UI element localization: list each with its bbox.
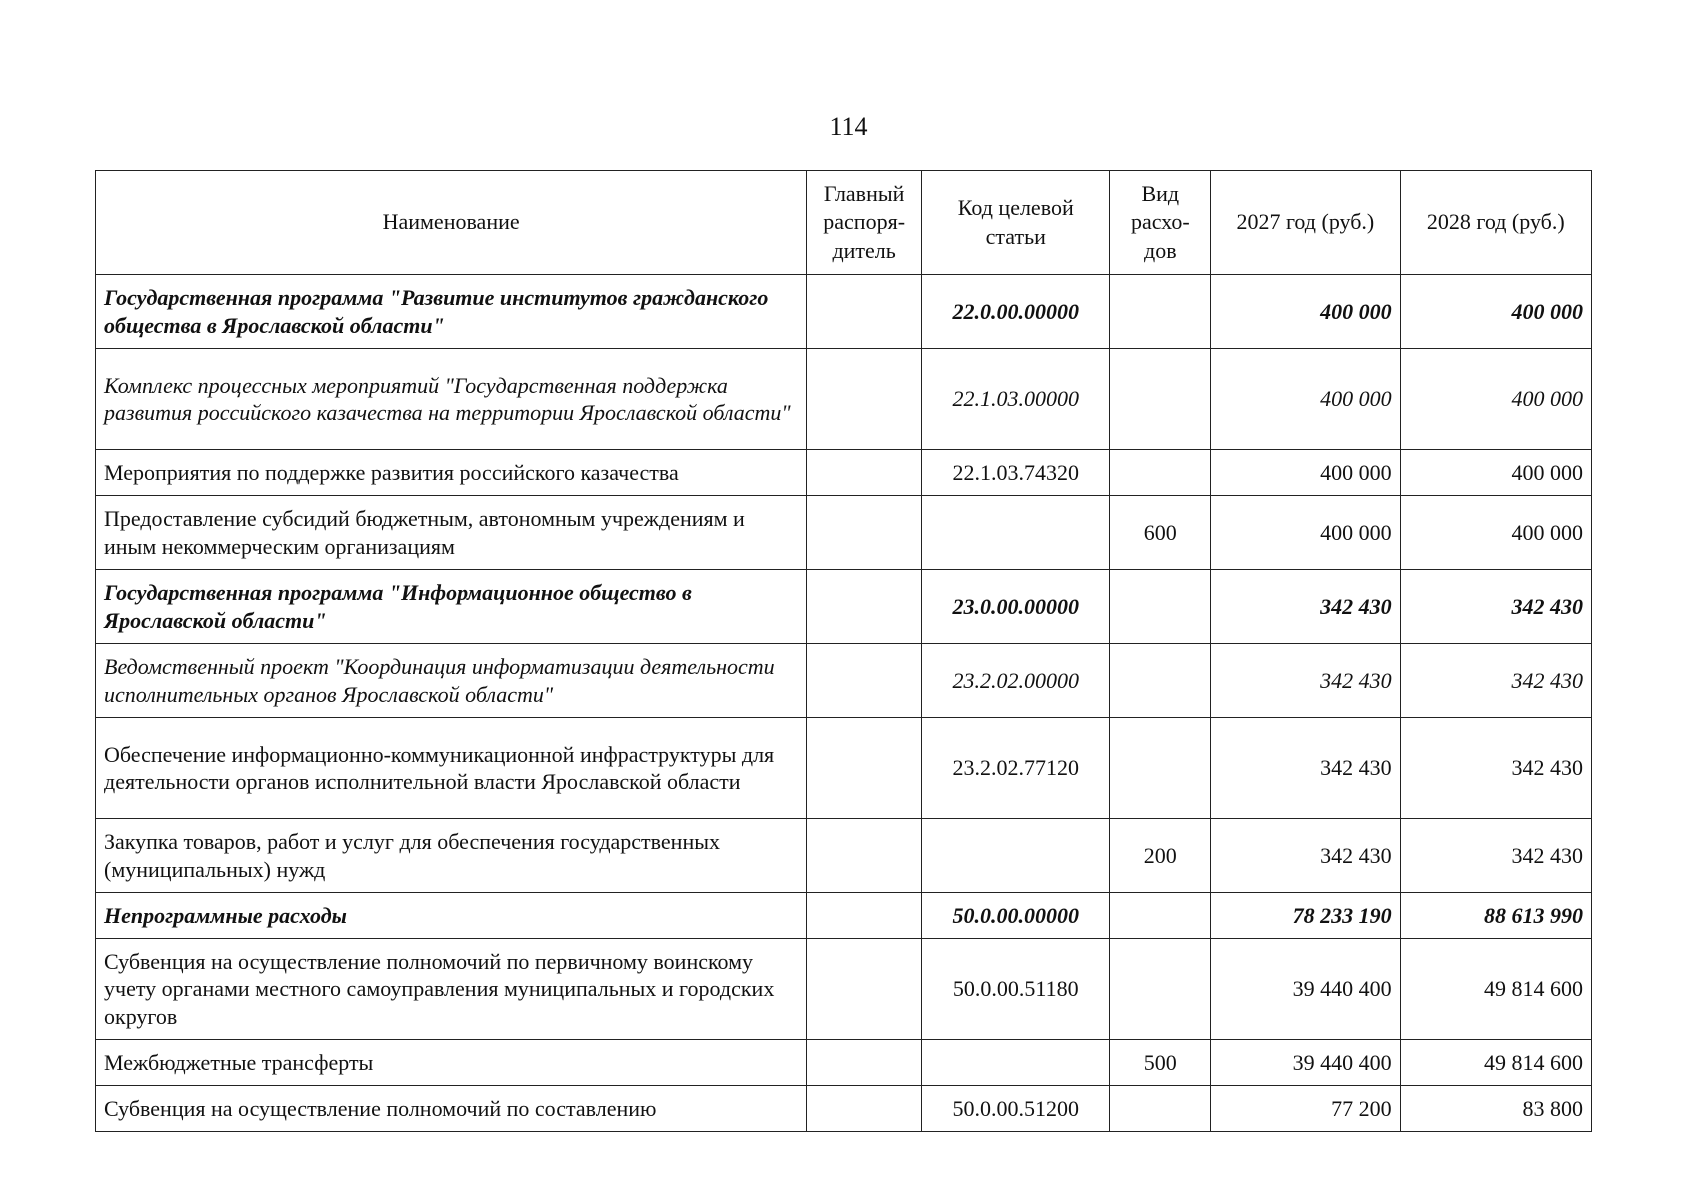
row-2027: 39 440 400 [1211, 939, 1400, 1040]
row-2028: 342 430 [1400, 570, 1591, 644]
row-code: 22.1.03.00000 [922, 349, 1110, 450]
row-2027: 400 000 [1211, 496, 1400, 570]
row-2027: 400 000 [1211, 349, 1400, 450]
table-header-row [96, 171, 1592, 275]
row-name: Ведомственный проект "Координация информатизации деятельности исполнительных органов Ярославской области" [96, 644, 807, 718]
header-chief: Главный распоря- дитель [807, 171, 922, 275]
table-row [96, 275, 1592, 349]
row-chief [807, 644, 922, 718]
row-code: 22.1.03.74320 [922, 450, 1110, 496]
row-chief [807, 819, 922, 893]
row-chief [807, 1040, 922, 1086]
row-2028: 400 000 [1400, 450, 1591, 496]
table-row [96, 349, 1592, 450]
row-name: Государственная программа "Развитие институтов гражданского общества в Ярославской области" [96, 275, 807, 349]
table-row [96, 1086, 1592, 1132]
row-chief [807, 1086, 922, 1132]
row-kind: 200 [1110, 819, 1211, 893]
row-name: Субвенция на осуществление полномочий по составлению [96, 1086, 807, 1132]
row-code: 23.2.02.00000 [922, 644, 1110, 718]
row-name: Обеспечение информационно-коммуникационной инфраструктуры для деятельности органов исполнительной власти Ярославской области [96, 718, 807, 819]
row-2027: 342 430 [1211, 644, 1400, 718]
row-kind: 600 [1110, 496, 1211, 570]
row-2028: 400 000 [1400, 349, 1591, 450]
row-code [922, 1040, 1110, 1086]
row-code [922, 819, 1110, 893]
row-2028: 49 814 600 [1400, 1040, 1591, 1086]
table-row [96, 644, 1592, 718]
row-chief [807, 450, 922, 496]
row-chief [807, 275, 922, 349]
row-2027: 77 200 [1211, 1086, 1400, 1132]
row-kind: 500 [1110, 1040, 1211, 1086]
row-code: 50.0.00.51200 [922, 1086, 1110, 1132]
header-name: Наименование [96, 171, 807, 275]
row-chief [807, 939, 922, 1040]
row-code: 23.2.02.77120 [922, 718, 1110, 819]
table-row [96, 570, 1592, 644]
row-code: 23.0.00.00000 [922, 570, 1110, 644]
row-chief [807, 893, 922, 939]
row-code: 22.0.00.00000 [922, 275, 1110, 349]
header-code: Код целевой статьи [922, 171, 1110, 275]
row-kind [1110, 939, 1211, 1040]
row-chief [807, 349, 922, 450]
row-name: Предоставление субсидий бюджетным, автономным учреждениям и иным некоммерческим организациям [96, 496, 807, 570]
row-2028: 83 800 [1400, 1086, 1591, 1132]
row-kind [1110, 644, 1211, 718]
row-2028: 342 430 [1400, 718, 1591, 819]
row-2027: 342 430 [1211, 819, 1400, 893]
row-2027: 342 430 [1211, 570, 1400, 644]
page-number: 114 [829, 112, 868, 141]
row-2028: 342 430 [1400, 819, 1591, 893]
row-kind [1110, 349, 1211, 450]
row-name: Межбюджетные трансферты [96, 1040, 807, 1086]
row-2027: 342 430 [1211, 718, 1400, 819]
row-kind [1110, 450, 1211, 496]
row-kind [1110, 893, 1211, 939]
row-chief [807, 570, 922, 644]
header-2027: 2027 год (руб.) [1211, 171, 1400, 275]
row-2028: 49 814 600 [1400, 939, 1591, 1040]
row-2028: 342 430 [1400, 644, 1591, 718]
table-row [96, 718, 1592, 819]
row-2027: 400 000 [1211, 275, 1400, 349]
row-name: Государственная программа "Информационное общество в Ярославской области" [96, 570, 807, 644]
row-name: Закупка товаров, работ и услуг для обеспечения государственных (муниципальных) нужд [96, 819, 807, 893]
table-row [96, 1040, 1592, 1086]
header-kind: Вид расхо- дов [1110, 171, 1211, 275]
row-code [922, 496, 1110, 570]
row-chief [807, 496, 922, 570]
table-row [96, 819, 1592, 893]
row-kind [1110, 1086, 1211, 1132]
header-2028: 2028 год (руб.) [1400, 171, 1591, 275]
table-row [96, 496, 1592, 570]
table-row [96, 450, 1592, 496]
row-kind [1110, 718, 1211, 819]
row-2028: 88 613 990 [1400, 893, 1591, 939]
row-2028: 400 000 [1400, 275, 1591, 349]
row-code: 50.0.00.00000 [922, 893, 1110, 939]
row-kind [1110, 275, 1211, 349]
row-2027: 39 440 400 [1211, 1040, 1400, 1086]
row-name: Комплекс процессных мероприятий "Государственная поддержка развития российского казачества на территории Ярославской области" [96, 349, 807, 450]
table-row [96, 939, 1592, 1040]
row-2028: 400 000 [1400, 496, 1591, 570]
row-name: Мероприятия по поддержке развития российского казачества [96, 450, 807, 496]
row-kind [1110, 570, 1211, 644]
row-2027: 400 000 [1211, 450, 1400, 496]
row-name: Непрограммные расходы [96, 893, 807, 939]
row-2027: 78 233 190 [1211, 893, 1400, 939]
row-code: 50.0.00.51180 [922, 939, 1110, 1040]
table-row [96, 893, 1592, 939]
budget-table [95, 170, 1592, 1132]
row-chief [807, 718, 922, 819]
row-name: Субвенция на осуществление полномочий по первичному воинскому учету органами местного самоуправления муниципальных и городских округов [96, 939, 807, 1040]
